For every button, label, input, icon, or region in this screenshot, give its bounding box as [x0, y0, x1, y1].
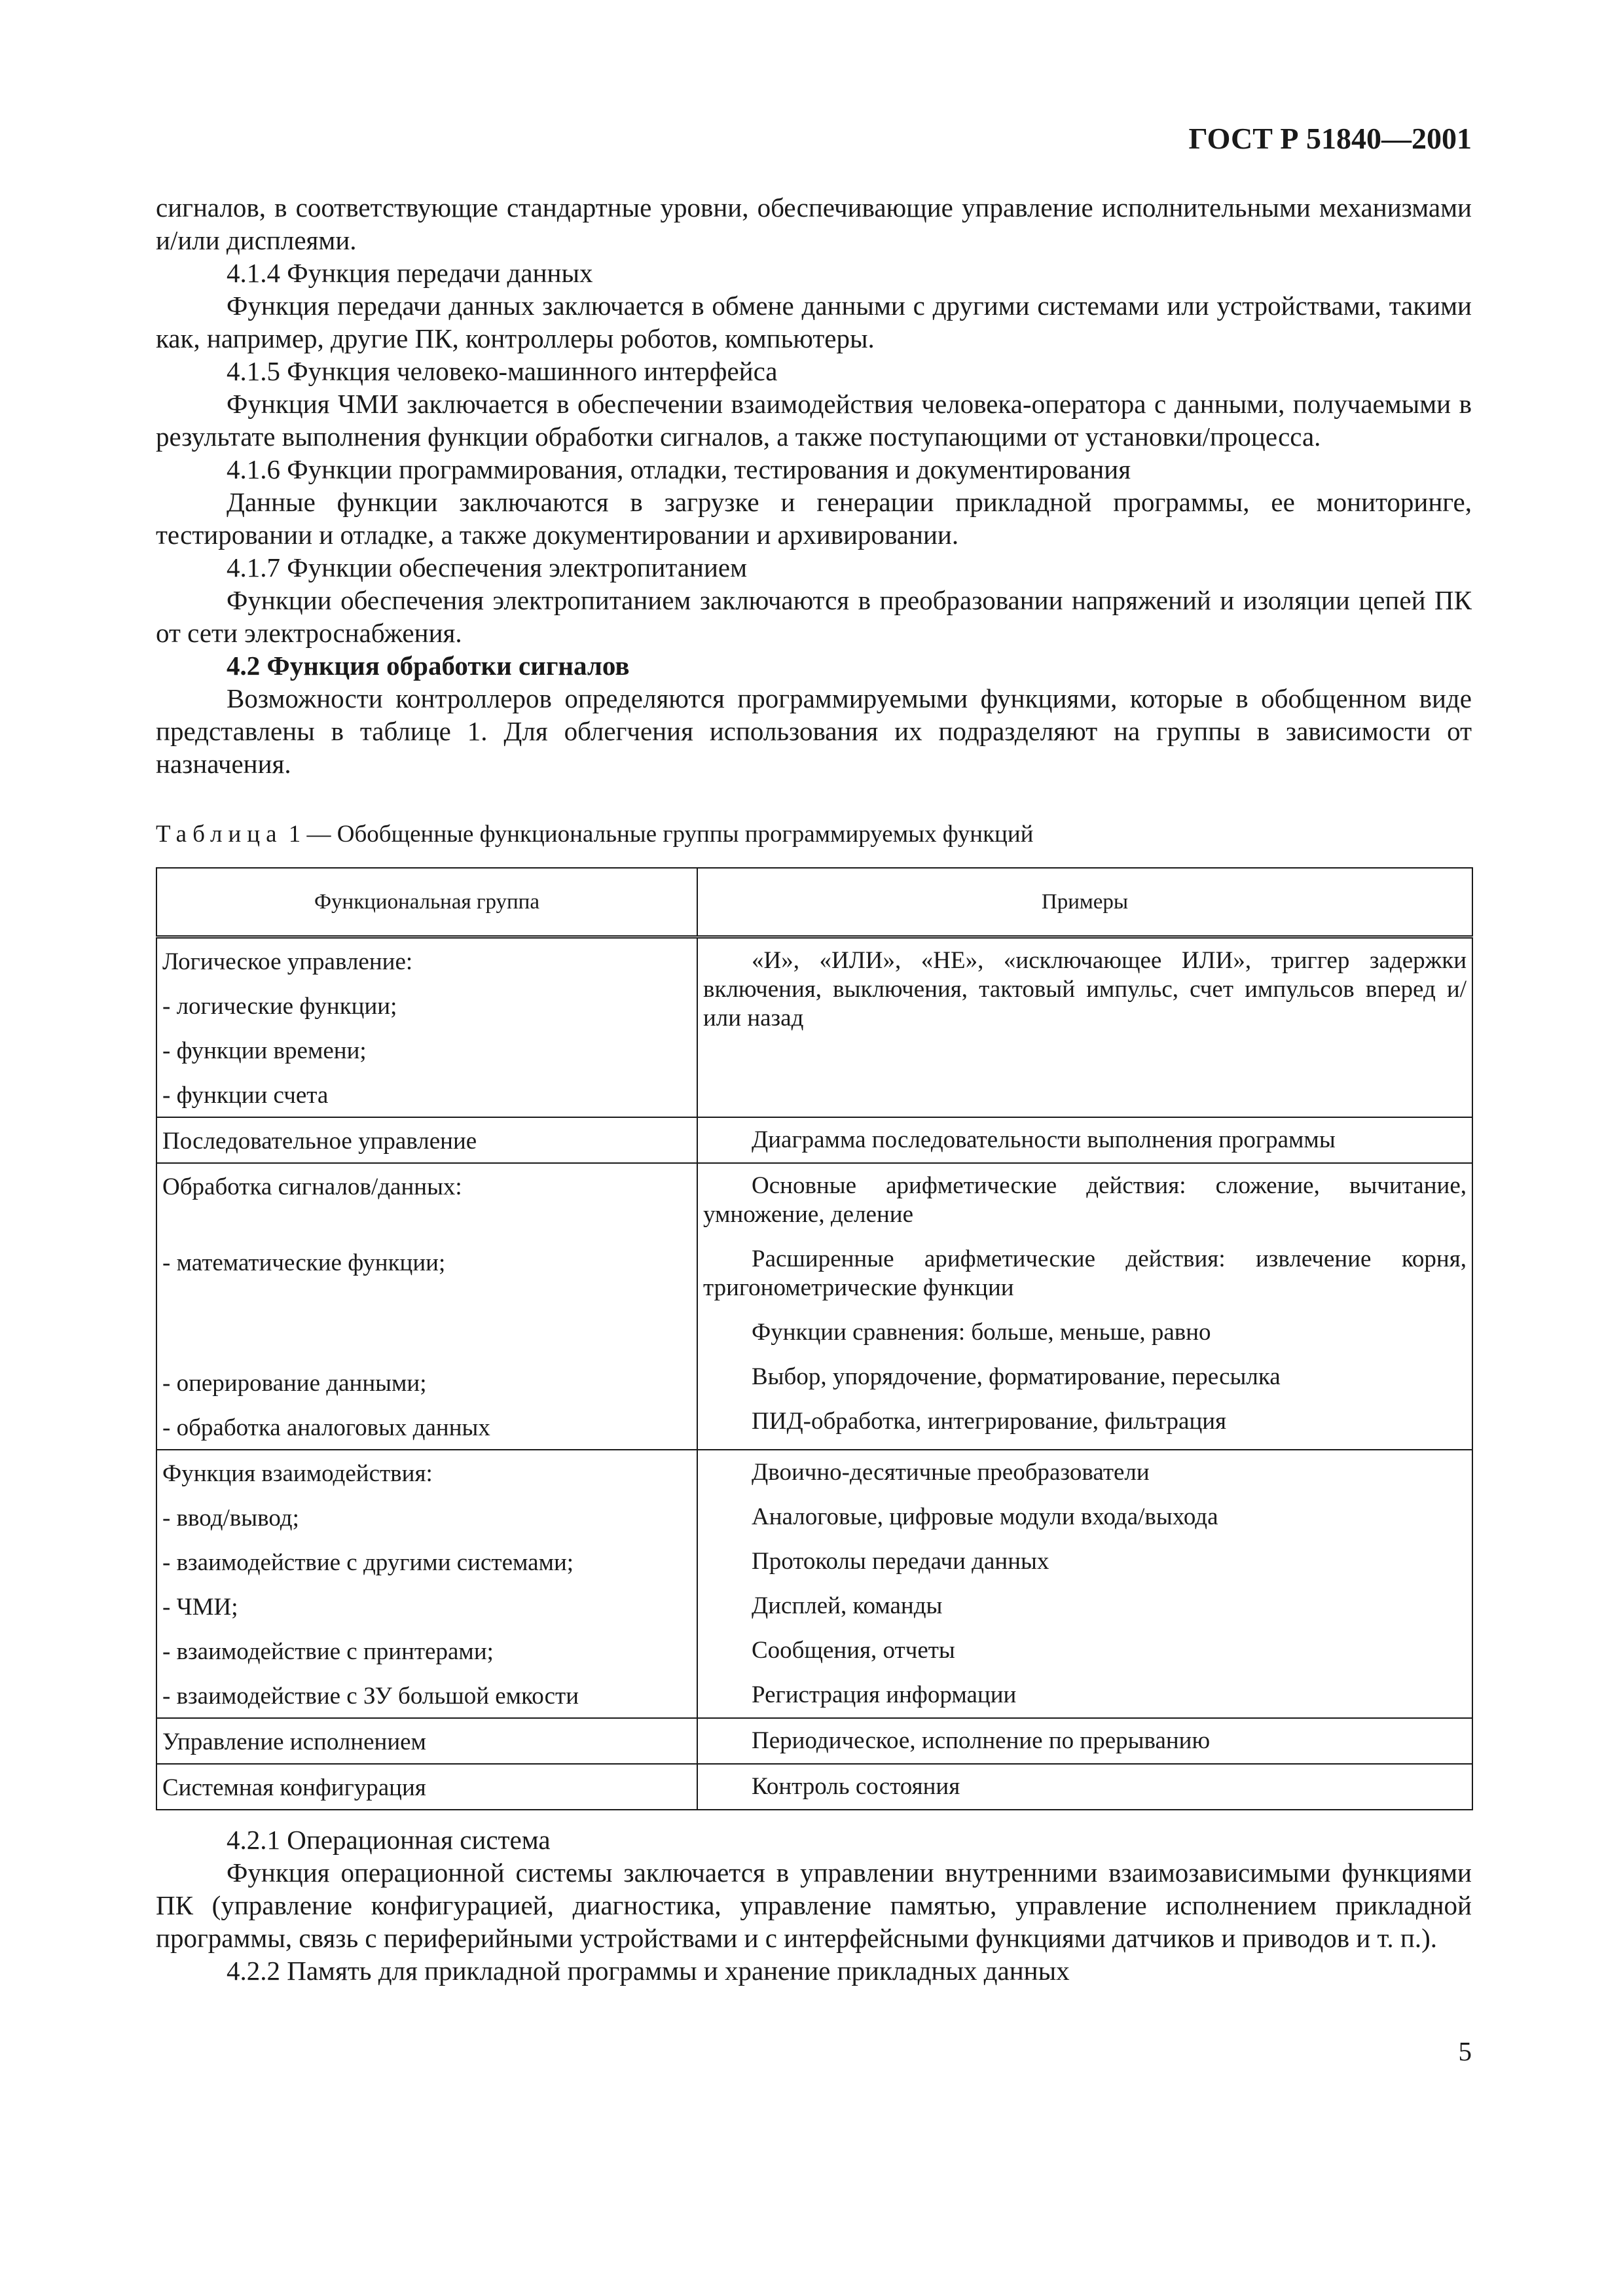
- column-header-group: Функциональная группа: [156, 868, 697, 937]
- group-line: - ввод/вывод;: [162, 1505, 299, 1532]
- group-line: Управление исполнением: [162, 1729, 426, 1755]
- paragraph: Функция операционной системы заключается в управлении внутренними взаимозависимыми функциями ПК (управление конфигурацией, диагностика, управление памятью, управление исполнением прикладной программы, связь с периферийными устройствами и с интерфейсными функциями датчиков и приводов и т. п.).: [156, 1857, 1472, 1953]
- table-caption-word: Таблица: [156, 821, 283, 848]
- body-text-bottom: [156, 1823, 1472, 1987]
- section-heading-4-1-6: 4.1.6 Функции программирования, отладки, тестирования и документирования: [227, 454, 1131, 484]
- section-heading-4-1-5: 4.1.5 Функция человеко-машинного интерфейса: [227, 356, 778, 386]
- paragraph: Функции обеспечения электропитанием заключаются в преобразовании напряжений и изоляции цепей ПК от сети электроснабжения.: [156, 585, 1472, 648]
- group-line: Логическое управление:: [162, 948, 413, 975]
- table-row: [156, 1450, 1472, 1718]
- examples-cell: [697, 1764, 1472, 1810]
- group-cell: [156, 1117, 697, 1163]
- example-text: Аналоговые, цифровые модули входа/выхода: [752, 1503, 1218, 1530]
- section-heading-4-2: 4.2 Функция обработки сигналов: [227, 651, 630, 681]
- group-cell: [156, 1450, 697, 1718]
- group-line: - взаимодействие с принтерами;: [162, 1638, 494, 1665]
- table-caption-text: 1 — Обобщенные функциональные группы программируемых функций: [288, 821, 1034, 848]
- table-row: [156, 1718, 1472, 1764]
- group-line: - обработка аналоговых данных: [162, 1414, 490, 1441]
- example-text: Сообщения, отчеты: [752, 1637, 955, 1664]
- example-text: Периодическое, исполнение по прерыванию: [752, 1727, 1211, 1754]
- example-text: Контроль состояния: [752, 1773, 960, 1800]
- paragraph: Функция ЧМИ заключается в обеспечении взаимодействия человека-оператора с данными, получаемыми в результате выполнения функции обработки сигналов, а также поступающими от установки/процесса.: [156, 389, 1472, 452]
- table-row: [156, 937, 1472, 1118]
- example-text: Регистрация информации: [752, 1681, 1017, 1708]
- group-line: - функции счета: [162, 1082, 329, 1109]
- group-line: - математические функции;: [162, 1249, 446, 1276]
- body-text-top: [156, 191, 1472, 780]
- example-text: Выбор, упорядочение, форматирование, пересылка: [752, 1363, 1281, 1390]
- group-cell: [156, 937, 697, 1118]
- examples-cell: [697, 1450, 1472, 1718]
- paragraph: Возможности контроллеров определяются программируемыми функциями, которые в обобщенном виде представлены в таблице 1. Для облегчения использования их подразделяют на группы в зависимости от назначения.: [156, 683, 1472, 779]
- examples-cell: [697, 1163, 1472, 1450]
- table-row: [156, 1117, 1472, 1163]
- group-line: - взаимодействие с ЗУ большой емкости: [162, 1683, 579, 1710]
- paragraph: Функция передачи данных заключается в обмене данными с другими системами или устройствами, такими как, например, другие ПК, контроллеры роботов, компьютеры.: [156, 291, 1472, 353]
- example-text: Расширенные арифметические действия: извлечение корня, тригонометрические функции: [703, 1246, 1467, 1301]
- section-heading-4-1-4: 4.1.4 Функция передачи данных: [227, 258, 593, 288]
- group-line: Обработка сигналов/данных:: [162, 1174, 462, 1200]
- group-line: - ЧМИ;: [162, 1594, 238, 1621]
- group-line: - функции времени;: [162, 1037, 367, 1064]
- examples-cell: [697, 1718, 1472, 1764]
- example-text: Протоколы передачи данных: [752, 1548, 1049, 1575]
- column-header-examples: Примеры: [697, 868, 1472, 937]
- table-caption: [156, 820, 1033, 848]
- table-row: [156, 1764, 1472, 1810]
- example-text: Двоично-десятичные преобразователи: [752, 1459, 1150, 1486]
- example-text: Основные арифметические действия: сложение, вычитание, умножение, деление: [703, 1172, 1467, 1228]
- group-cell: [156, 1718, 697, 1764]
- document-id-header: ГОСТ Р 51840—2001: [1188, 122, 1472, 155]
- group-line: Последовательное управление: [162, 1128, 477, 1155]
- examples-cell: [697, 937, 1472, 1118]
- table-row: [156, 1163, 1472, 1450]
- group-line: - оперирование данными;: [162, 1370, 427, 1397]
- table-header-row: [156, 868, 1472, 937]
- section-heading-4-2-2: 4.2.2 Память для прикладной программы и хранение прикладных данных: [227, 1956, 1070, 1986]
- section-heading-4-1-7: 4.1.7 Функции обеспечения электропитанием: [227, 552, 748, 583]
- group-line: - логические функции;: [162, 993, 397, 1020]
- group-line: Системная конфигурация: [162, 1774, 426, 1801]
- group-line: [162, 1323, 691, 1355]
- functions-table: [156, 867, 1473, 1810]
- example-text: ПИД-обработка, интегрирование, фильтрация: [752, 1408, 1227, 1435]
- paragraph: Данные функции заключаются в загрузке и генерации прикладной программы, ее мониторинге, тестировании и отладке, а также документировании и архивировании.: [156, 487, 1472, 550]
- section-heading-4-2-1: 4.2.1 Операционная система: [227, 1825, 551, 1855]
- page-number: 5: [1458, 2036, 1472, 2066]
- example-text: Дисплей, команды: [752, 1592, 943, 1619]
- group-cell: [156, 1163, 697, 1450]
- paragraph: сигналов, в соответствующие стандартные уровни, обеспечивающие управление исполнительными механизмами и/или дисплеями.: [156, 192, 1472, 255]
- example-text: Функции сравнения: больше, меньше, равно: [752, 1319, 1211, 1346]
- example-text: «И», «ИЛИ», «НЕ», «исключающее ИЛИ», триггер задержки включения, выключения, тактовый импульс, счет импульсов вперед и/или назад: [703, 947, 1467, 1031]
- group-cell: [156, 1764, 697, 1810]
- group-line: - взаимодействие с другими системами;: [162, 1549, 574, 1576]
- examples-cell: [697, 1117, 1472, 1163]
- group-line: Функция взаимодействия:: [162, 1460, 433, 1487]
- example-text: Диаграмма последовательности выполнения программы: [752, 1126, 1336, 1153]
